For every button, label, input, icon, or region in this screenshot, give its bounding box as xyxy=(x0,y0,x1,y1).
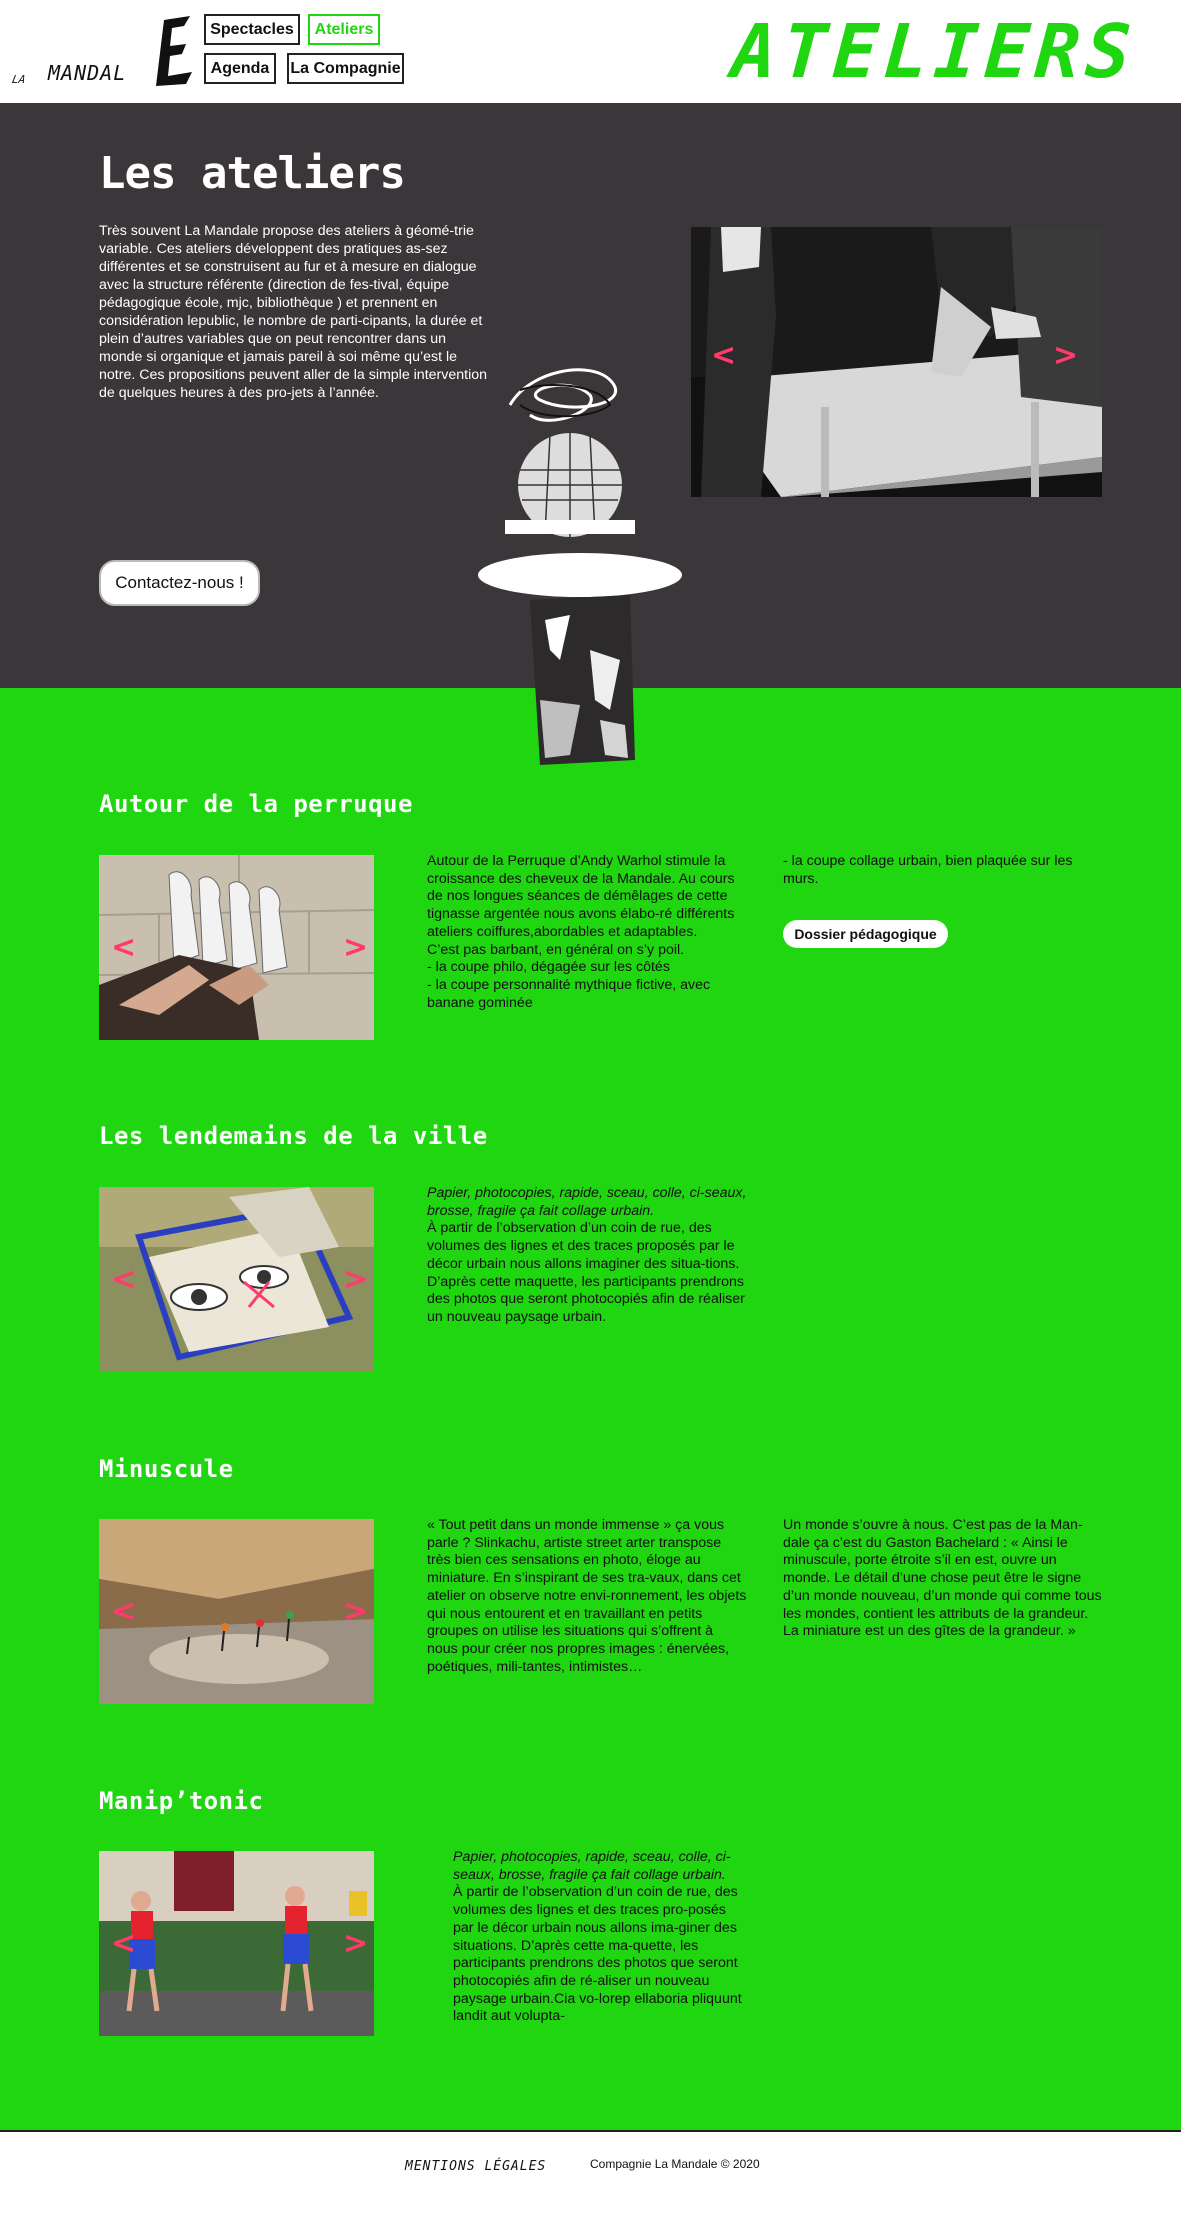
svg-text:LA: LA xyxy=(10,73,27,86)
minuscule-text-2: Un monde s’ouvre à nous. C’est pas de la Man-dale ça c’est du Gaston Bachelard : « Ainsi le minuscule, porte étroite s’il en est, ouvre un monde. Le détail d’une chose peut être le signe d’un monde nouveau, d’un monde qui comme tous les mondes, contient les attributs de la grandeur. La miniature est un des gîtes de la grandeur. » xyxy=(783,1517,1102,1640)
lendemains-prev-arrow[interactable]: < xyxy=(111,1262,137,1297)
maniptonic-prev-arrow[interactable]: < xyxy=(111,1926,137,1961)
maniptonic-photo-carousel xyxy=(99,1851,374,2036)
lendemains-text xyxy=(427,1185,747,1327)
maniptonic-text xyxy=(453,1849,748,2026)
hero-title: Les ateliers xyxy=(99,148,405,199)
lendemains-photo xyxy=(99,1187,374,1372)
lendemains-text-body: À partir de l’observation d’un coin de rue, des volumes des lignes et des traces proposés par le décor urbain nous allons imaginer des situa-tions. D’après cette maquette, les participants prendrons des photos que seront photocopiés afin de réaliser un nouveau paysage urbain. xyxy=(427,1220,745,1325)
mentions-legales-link[interactable]: MENTIONS LÉGALES xyxy=(405,2159,547,2174)
copyright-text: Compagnie La Mandale © 2020 xyxy=(590,2157,760,2171)
contact-button[interactable]: Contactez-nous ! xyxy=(99,560,260,606)
perruque-photo-carousel xyxy=(99,855,374,1040)
section-title-minuscule: Minuscule xyxy=(99,1455,234,1483)
dossier-pedagogique-button[interactable]: Dossier pédagogique xyxy=(783,920,948,948)
section-title-perruque: Autour de la perruque xyxy=(99,790,413,818)
hero-photo-carousel xyxy=(691,227,1102,497)
site-logo[interactable] xyxy=(10,12,198,90)
svg-text:MANDAL: MANDAL xyxy=(48,61,127,85)
nav-spectacles[interactable]: Spectacles xyxy=(204,14,300,45)
perruque-text-2: - la coupe collage urbain, bien plaquée sur les murs. xyxy=(783,853,1073,887)
hero-prev-arrow[interactable]: < xyxy=(711,338,737,373)
perruque-text: Autour de la Perruque d’Andy Warhol stimule la croissance des cheveux de la Mandale. Au cours de nos longues séances de démêlages de cette tignasse argentée nous avons élabo-ré différents ateliers coiffures,abordables et adaptables. C’est pas barbant, en général on s’y poil. - la coupe philo, dégagée sur les côtés - la coupe personnalité mythique fictive, avec banane gominée xyxy=(427,853,735,1011)
nav-la-compagnie[interactable]: La Compagnie xyxy=(287,53,404,84)
maniptonic-next-arrow[interactable]: > xyxy=(343,1926,369,1961)
perruque-photo xyxy=(99,855,374,1040)
lendemains-photo-carousel xyxy=(99,1187,374,1372)
minuscule-photo xyxy=(99,1519,374,1704)
nav-agenda[interactable]: Agenda xyxy=(204,53,276,84)
hero-next-arrow[interactable]: > xyxy=(1053,338,1079,373)
page-heading: ATELIERS xyxy=(728,9,1140,95)
sculpture-illustration xyxy=(460,360,710,775)
lendemains-next-arrow[interactable]: > xyxy=(343,1262,369,1297)
maniptonic-photo xyxy=(99,1851,374,2036)
site-footer xyxy=(0,2130,1181,2221)
lendemains-text-italic: Papier, photocopies, rapide, sceau, colle, ci-seaux, brosse, fragile ça fait collage urbain. xyxy=(427,1185,747,1219)
minuscule-next-arrow[interactable]: > xyxy=(343,1594,369,1629)
hero-description: Très souvent La Mandale propose des ateliers à géomé-trie variable. Ces ateliers développent des pratiques as-sez différentes et se construisent au fur et à mesure en dialogue avec la structure référente (direction de fes-tival, équipe pédagogique école, mjc, bibliothèque ) et prennent en considération lepublic, le nombre de parti-cipants, la durée et plein d’autres variables que on peut rencontrer dans un monde si organique et jamais pareil à soi même qu’est le notre. Ces propositions peuvent aller de la simple intervention de quelques heures à des pro-jets à l’année. xyxy=(99,223,488,401)
minuscule-photo-carousel xyxy=(99,1519,374,1704)
section-title-lendemains: Les lendemains de la ville xyxy=(99,1122,488,1150)
maniptonic-text-body: À partir de l’observation d’un coin de rue, des volumes des lignes et des traces pro-posés par le décor urbain nous allons ima-giner des situations. D’après cette ma-quette, les participants prendrons des photos que seront photocopiés afin de ré-aliser un nouveau paysage urbain.Cia vo-lorep ellaboria pliquunt landit aut volupta- xyxy=(453,1884,742,2025)
minuscule-text: « Tout petit dans un monde immense » ça vous parle ? Slinkachu, artiste street arter transpose très bien ces sensations en photo, éloge au miniature. En s’inspirant de ses tra-vaux, dans cet atelier on observe notre envi-ronnement, les objets qui nous entourent et en travaillant en petits groupes on utilise les situations qui s’offrent à nous pour créer nos propres images : énervées, poétiques, mili-tantes, intimistes… xyxy=(427,1517,747,1675)
hero-photo xyxy=(691,227,1102,497)
section-title-maniptonic: Manip’tonic xyxy=(99,1787,264,1815)
maniptonic-text-italic: Papier, photocopies, rapide, sceau, colle, ci-seaux, brosse, fragile ça fait collage urbain. xyxy=(453,1849,731,1883)
nav-ateliers[interactable]: Ateliers xyxy=(308,14,380,45)
minuscule-prev-arrow[interactable]: < xyxy=(111,1594,137,1629)
perruque-prev-arrow[interactable]: < xyxy=(111,930,137,965)
perruque-next-arrow[interactable]: > xyxy=(343,930,369,965)
